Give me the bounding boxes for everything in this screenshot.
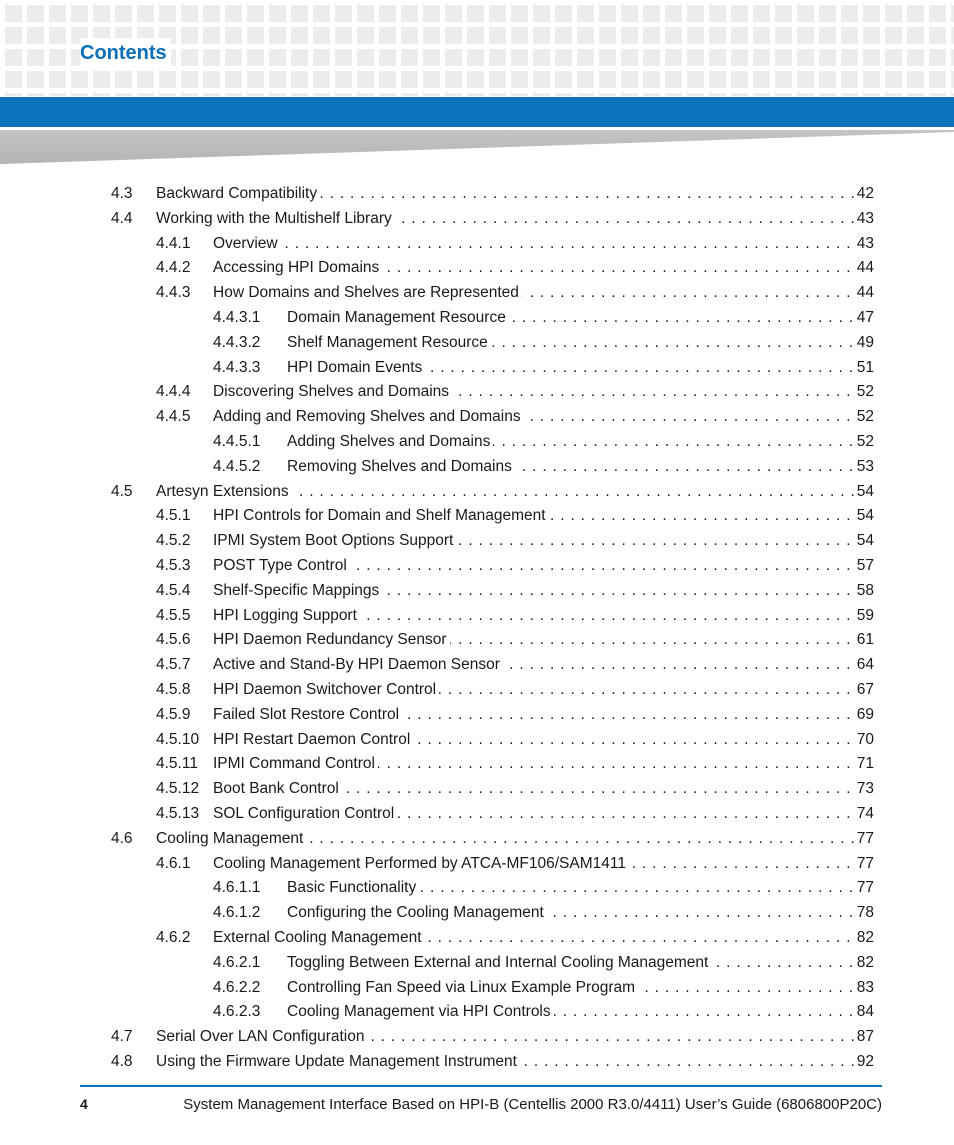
- footer-document-title: System Management Interface Based on HPI-B (Centellis 2000 R3.0/4411) User’s Guide (6806800P20C): [183, 1096, 882, 1113]
- toc-entry-title: Adding and Removing Shelves and Domains: [213, 408, 524, 425]
- toc-entry-title: Shelf Management Resource: [287, 334, 491, 351]
- toc-entry-page: 43: [854, 232, 874, 257]
- toc-entry-title: Artesyn Extensions: [156, 483, 292, 500]
- toc-entry-title: Serial Over LAN Configuration: [156, 1028, 368, 1045]
- header-blue-bar: [0, 97, 954, 127]
- toc-entry[interactable]: [0, 876, 954, 901]
- toc-entry-title: Toggling Between External and Internal Cooling Management: [287, 954, 711, 971]
- toc-entry[interactable]: [0, 628, 954, 653]
- toc-entry-title: Adding Shelves and Domains: [287, 433, 493, 450]
- toc-entry-page: 64: [854, 653, 874, 678]
- toc-entry[interactable]: [0, 430, 954, 455]
- toc-entry-number: 4.5.1: [156, 507, 191, 525]
- toc-entry-label: [213, 579, 872, 604]
- toc-entry[interactable]: [0, 852, 954, 877]
- toc-entry-title: HPI Controls for Domain and Shelf Management: [213, 507, 549, 524]
- toc-entry-label: [287, 356, 872, 381]
- toc-entry-title: Failed Slot Restore Control: [213, 706, 402, 723]
- toc-entry-number: 4.5.12: [156, 780, 200, 798]
- toc-entry-label: [287, 901, 872, 926]
- toc-entry-title: Discovering Shelves and Domains: [213, 383, 452, 400]
- toc-entry-label: [213, 926, 872, 951]
- toc-entry-number: 4.8: [111, 1053, 133, 1070]
- toc-entry-page: 54: [854, 480, 874, 505]
- toc-entry-title: Boot Bank Control: [213, 780, 342, 797]
- toc-entry-number: 4.4.3: [156, 284, 191, 302]
- toc-entry-title: Cooling Management: [156, 830, 306, 847]
- toc-entry[interactable]: [0, 678, 954, 703]
- toc-entry-label: [287, 951, 872, 976]
- toc-entry-page: 54: [854, 504, 874, 529]
- toc-entry-label: [213, 380, 872, 405]
- toc-entry-label: [213, 405, 872, 430]
- toc-entry-page: 44: [854, 281, 874, 306]
- toc-entry-label: [213, 777, 872, 802]
- toc-entry-page: 70: [854, 728, 874, 753]
- toc-entry-title: Removing Shelves and Domains: [287, 458, 515, 475]
- toc-entry-title: POST Type Control: [213, 557, 350, 574]
- toc-entry-number: 4.6.1.1: [213, 879, 261, 897]
- toc-entry-title: HPI Restart Daemon Control: [213, 731, 413, 748]
- header-gray-wedge: [0, 130, 954, 164]
- toc-entry-number: 4.4.5.2: [213, 457, 261, 475]
- toc-entry-title: How Domains and Shelves are Represented: [213, 284, 522, 301]
- toc-entry-label: [213, 703, 872, 728]
- toc-entry[interactable]: [0, 232, 954, 257]
- toc-entry-page: 67: [854, 678, 874, 703]
- toc-entry-page: 84: [854, 1000, 874, 1025]
- toc-entry-number: 4.5.9: [156, 705, 191, 723]
- toc-entry[interactable]: [0, 331, 954, 356]
- toc-entry-number: 4.6.2.3: [213, 1003, 261, 1021]
- toc-entry[interactable]: [0, 703, 954, 728]
- toc-entry-label: [287, 1000, 872, 1025]
- footer-page-number: 4: [80, 1096, 88, 1112]
- page-title: Contents: [80, 38, 171, 68]
- toc-entry-page: 58: [854, 579, 874, 604]
- toc-entry-label: [213, 504, 872, 529]
- toc-entry-page: 82: [854, 926, 874, 951]
- toc-entry-title: Shelf-Specific Mappings: [213, 582, 382, 599]
- toc-entry[interactable]: [0, 1050, 954, 1075]
- toc-entry[interactable]: [0, 356, 954, 381]
- toc-entry-label: [213, 554, 872, 579]
- toc-entry-number: 4.5.4: [156, 581, 191, 599]
- toc-entry-number: 4.5.11: [156, 755, 198, 773]
- toc-entry-title: Overview: [213, 235, 281, 252]
- toc-entry[interactable]: [0, 480, 954, 505]
- toc-entry-label: [213, 529, 872, 554]
- toc-entry-page: 53: [854, 455, 874, 480]
- toc-entry[interactable]: [0, 1000, 954, 1025]
- toc-entry-label: [213, 628, 872, 653]
- toc-entry-title: Active and Stand-By HPI Daemon Sensor: [213, 656, 503, 673]
- toc-entry-page: 87: [854, 1025, 874, 1050]
- toc-entry[interactable]: [0, 802, 954, 827]
- toc-entry-title: Controlling Fan Speed via Linux Example Program: [287, 979, 638, 996]
- toc-entry-title: Basic Functionality: [287, 879, 419, 896]
- toc-entry[interactable]: [0, 827, 954, 852]
- toc-entry-label: [213, 604, 872, 629]
- toc-entry[interactable]: [0, 256, 954, 281]
- toc-entry-label: [156, 1050, 872, 1075]
- toc-entry[interactable]: [0, 455, 954, 480]
- toc-entry-label: [213, 678, 872, 703]
- toc-entry-label: [287, 976, 872, 1001]
- toc-entry-label: [213, 232, 872, 257]
- toc-entry-label: [213, 852, 872, 877]
- toc-entry[interactable]: [0, 951, 954, 976]
- toc-entry-page: 78: [854, 901, 874, 926]
- toc-entry-page: 77: [854, 827, 874, 852]
- toc-entry-number: 4.5.2: [156, 532, 191, 550]
- toc-entry-title: Cooling Management via HPI Controls: [287, 1003, 554, 1020]
- toc-entry-number: 4.4: [111, 209, 133, 227]
- footer-divider: [80, 1085, 882, 1087]
- toc-entry-number: 4.6.2.1: [213, 953, 261, 971]
- toc-entry[interactable]: [0, 604, 954, 629]
- toc-entry[interactable]: [0, 901, 954, 926]
- toc-entry[interactable]: [0, 554, 954, 579]
- toc-entry-label: [156, 1025, 872, 1050]
- toc-entry-number: 4.7: [111, 1028, 133, 1046]
- toc-entry-title: HPI Daemon Switchover Control: [213, 681, 439, 698]
- toc-entry[interactable]: [0, 405, 954, 430]
- toc-entry-label: [213, 653, 872, 678]
- toc-entry-number: 4.4.3.3: [213, 358, 261, 376]
- toc-entry-label: [287, 306, 872, 331]
- toc-entry[interactable]: [0, 926, 954, 951]
- toc-entry-page: 47: [854, 306, 874, 331]
- toc-entry-title: Cooling Management Performed by ATCA-MF106/SAM1411: [213, 855, 629, 872]
- toc-entry[interactable]: [0, 281, 954, 306]
- toc-entry-page: 83: [854, 976, 874, 1001]
- toc-entry-page: 51: [854, 356, 874, 381]
- toc-entry[interactable]: [0, 728, 954, 753]
- toc-entry[interactable]: [0, 207, 954, 232]
- toc-entry-title: HPI Logging Support: [213, 607, 360, 624]
- toc-entry-number: 4.6.1.2: [213, 904, 261, 922]
- toc-entry-label: [156, 182, 872, 207]
- toc-entry[interactable]: [0, 182, 954, 207]
- toc-entry[interactable]: [0, 529, 954, 554]
- toc-entry-number: 4.5.5: [156, 606, 191, 624]
- toc-entry[interactable]: [0, 306, 954, 331]
- toc-entry-label: [156, 207, 872, 232]
- toc-entry-title: HPI Daemon Redundancy Sensor: [213, 631, 450, 648]
- toc-entry[interactable]: [0, 1025, 954, 1050]
- toc-entry-number: 4.6: [111, 829, 133, 847]
- toc-entry-page: 82: [854, 951, 874, 976]
- toc-entry-label: [287, 331, 872, 356]
- toc-entry-label: [213, 802, 872, 827]
- toc-entry-page: 77: [854, 852, 874, 877]
- toc-entry-number: 4.3: [111, 185, 133, 202]
- toc-entry-label: [287, 455, 872, 480]
- toc-entry-page: 71: [854, 752, 874, 777]
- toc-entry-label: [287, 876, 872, 901]
- toc-entry-page: 52: [854, 380, 874, 405]
- toc-entry-title: IPMI System Boot Options Support: [213, 532, 456, 549]
- toc-entry-page: 44: [854, 256, 874, 281]
- toc-entry-number: 4.6.2: [156, 929, 191, 946]
- toc-entry-title: SOL Configuration Control: [213, 805, 397, 822]
- toc-entry-title: Using the Firmware Update Management Instrument: [156, 1053, 520, 1070]
- toc-entry-page: 43: [854, 207, 874, 232]
- toc-entry[interactable]: [0, 653, 954, 678]
- toc-entry[interactable]: [0, 579, 954, 604]
- toc-entry-title: Domain Management Resource: [287, 309, 509, 326]
- toc-entry[interactable]: [0, 504, 954, 529]
- toc-entry-label: [287, 430, 872, 455]
- toc-entry-number: 4.4.5: [156, 408, 191, 426]
- toc-entry[interactable]: [0, 976, 954, 1001]
- toc-entry-page: 92: [854, 1050, 874, 1075]
- toc-entry-label: [213, 752, 872, 777]
- toc-entry-page: 73: [854, 777, 874, 802]
- toc-entry-title: Configuring the Cooling Management: [287, 904, 547, 921]
- toc-entry[interactable]: [0, 380, 954, 405]
- toc-entry-page: 52: [854, 405, 874, 430]
- toc-entry-page: 49: [854, 331, 874, 356]
- toc-entry-page: 54: [854, 529, 874, 554]
- toc-entry-number: 4.6.2.2: [213, 978, 261, 996]
- toc-entry-number: 4.5.10: [156, 730, 200, 748]
- toc-entry-label: [213, 728, 872, 753]
- toc-entry-page: 42: [854, 182, 874, 207]
- toc-entry-title: Working with the Multishelf Library: [156, 210, 395, 227]
- toc-entry-page: 59: [854, 604, 874, 629]
- toc-entry[interactable]: [0, 777, 954, 802]
- toc-entry-label: [156, 827, 872, 852]
- toc-entry-number: 4.5.6: [156, 631, 191, 649]
- toc-entry-number: 4.4.3.1: [213, 309, 261, 326]
- toc-entry-page: 61: [854, 628, 874, 653]
- toc-entry-number: 4.5.13: [156, 805, 200, 822]
- toc-entry-page: 52: [854, 430, 874, 455]
- toc-entry[interactable]: [0, 752, 954, 777]
- toc-entry-number: 4.4.5.1: [213, 433, 261, 450]
- toc-entry-title: Accessing HPI Domains: [213, 259, 382, 276]
- toc-entry-number: 4.6.1: [156, 854, 191, 872]
- toc-entry-number: 4.4.3.2: [213, 333, 261, 351]
- toc-entry-label: [156, 480, 872, 505]
- toc-entry-label: [213, 281, 872, 306]
- toc-entry-number: 4.4.4: [156, 383, 191, 401]
- toc-entry-number: 4.5.3: [156, 557, 191, 574]
- toc-entry-title: HPI Domain Events: [287, 359, 425, 376]
- toc-entry-label: [213, 256, 872, 281]
- toc-entry-page: 77: [854, 876, 874, 901]
- toc-entry-title: External Cooling Management: [213, 929, 425, 946]
- toc-entry-number: 4.4.1: [156, 234, 191, 252]
- toc-entry-page: 57: [854, 554, 874, 579]
- toc-entry-number: 4.5.8: [156, 681, 191, 698]
- toc-entry-title: IPMI Command Control: [213, 755, 378, 772]
- toc-entry-page: 74: [854, 802, 874, 827]
- toc-entry-number: 4.5.7: [156, 656, 191, 674]
- toc-entry-number: 4.4.2: [156, 259, 191, 277]
- toc-entry-number: 4.5: [111, 482, 133, 500]
- toc-entry-title: Backward Compatibility: [156, 185, 320, 202]
- toc-entry-page: 69: [854, 703, 874, 728]
